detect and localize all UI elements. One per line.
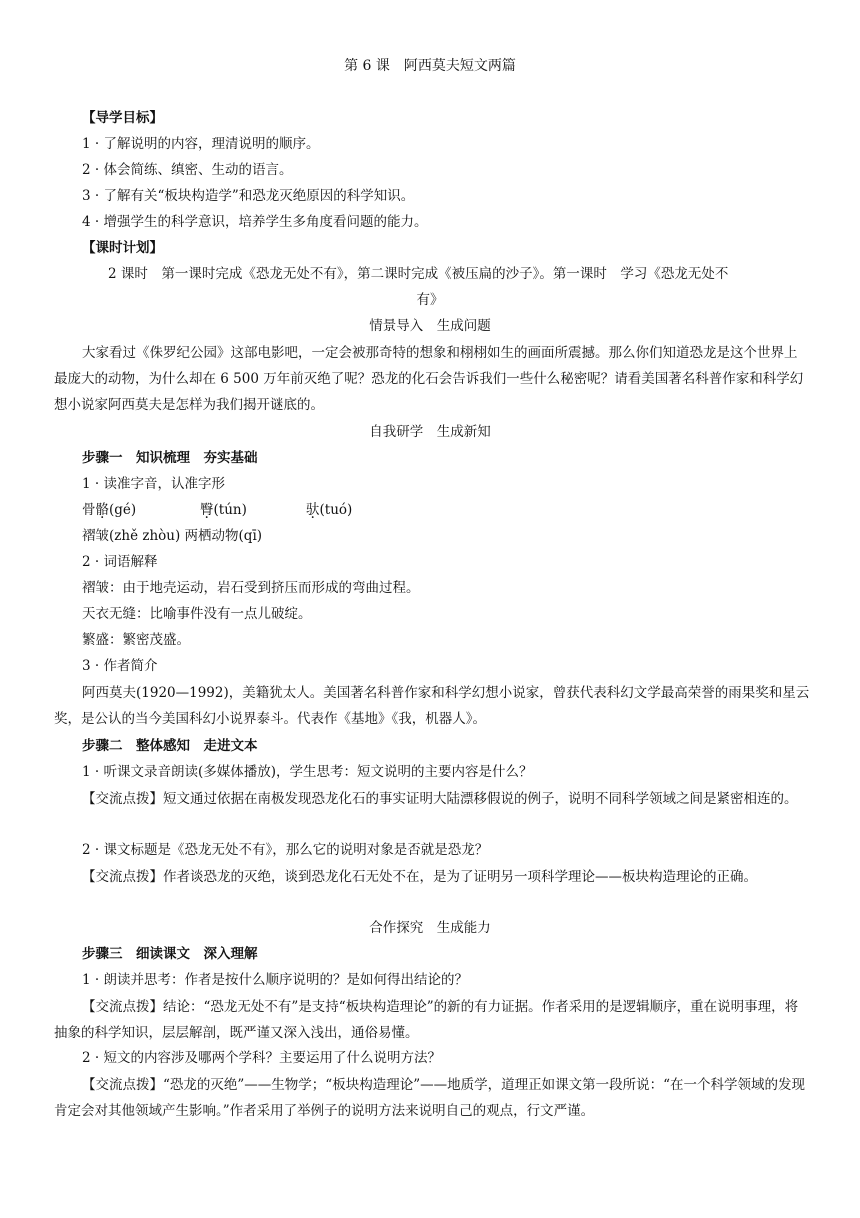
plan-heading: 【课时计划】	[82, 240, 163, 256]
goal-item-2: 2 · 体会简练、缜密、生动的语言。	[82, 162, 293, 178]
plan-line-1: 2 课时 第一课时完成《恐龙无处不有》，第二课时完成《被压扁的沙子》。第一课时 学习《恐龙无处不	[108, 266, 729, 282]
goal-item-4: 4 · 增强学生的科学意识，培养学生多角度看问题的能力。	[82, 214, 428, 230]
step1-heading: 步骤一 知识梳理 夯实基础	[82, 450, 258, 466]
step2-question-2: 2 · 课文标题是《恐龙无处不有》，那么它的说明对象是否就是恐龙？	[82, 842, 489, 858]
question-pronunciation: 1 · 读准字音，认准字形	[82, 476, 225, 492]
word-tuo: 驮(tuó)	[306, 502, 353, 518]
author-paragraph: 阿西莫夫(1920—1992)，美籍犹太人。美国著名科普作家和科学幻想小说家，曾获代表科幻文学最高荣誉的雨果奖和星云奖，是公认的当今美国科幻小说界泰斗。代表作《基地》《我，机器人》。	[54, 685, 810, 727]
section-heading-cooperative: 合作探究 生成能力	[369, 920, 491, 936]
definition-2: 天衣无缝：比喻事件没有一点儿破绽。	[82, 606, 312, 622]
step3-question-1: 1 · 朗读并思考：作者是按什么顺序说明的？是如何得出结论的？	[82, 972, 468, 988]
step2-answer-2: 【交流点拨】作者谈恐龙的灭绝，谈到恐龙化石无处不在，是为了证明另一项科学理论——板块构造理论的正确。	[82, 869, 757, 885]
word-gege: 骨骼(gé)	[82, 502, 137, 518]
step2-answer-1: 【交流点拨】短文通过依据在南极发现恐龙化石的事实证明大陆漂移假说的例子，说明不同科学领域之间是紧密相连的。	[82, 791, 798, 807]
goals-heading: 【导学目标】	[82, 110, 163, 126]
lesson-title: 第 6 课 阿西莫夫短文两篇	[344, 58, 516, 74]
section-heading-self-study: 自我研学 生成新知	[369, 424, 491, 440]
definition-3: 繁盛：繁密茂盛。	[82, 632, 190, 648]
intro-paragraph: 大家看过《侏罗纪公园》这部电影吧，一定会被那奇特的想象和栩栩如生的画面所震撼。那么你们知道恐龙是这个世界上最庞大的动物，为什么却在 6 500 万年前灭绝了呢？恐龙的化石会告诉我们一些什么秘密呢？请看美国著名科普作家和科学幻想小说家阿西莫夫是怎样为我们揭开谜底的。	[54, 345, 804, 413]
question-author: 3 · 作者简介	[82, 658, 158, 674]
plan-line-2: 有》	[416, 292, 444, 308]
step3-heading: 步骤三 细读课文 深入理解	[82, 946, 258, 962]
word-tun: 臀(tún)	[200, 502, 247, 518]
goal-item-3: 3 · 了解有关“板块构造学”和恐龙灭绝原因的科学知识。	[82, 188, 415, 204]
step2-heading: 步骤二 整体感知 走进文本	[82, 738, 258, 754]
word-list-2: 褶皱(zhě zhòu) 两栖动物(qī)	[82, 528, 263, 544]
question-vocabulary: 2 · 词语解释	[82, 554, 158, 570]
step3-answer-1: 【交流点拨】结论：“恐龙无处不有”是支持“板块构造理论”的新的有力证据。作者采用的是逻辑顺序，重在说明事理，将抽象的科学知识，层层解剖，既严谨又深入浅出，通俗易懂。	[54, 999, 799, 1041]
step3-question-2: 2 · 短文的内容涉及哪两个学科？主要运用了什么说明方法？	[82, 1050, 441, 1066]
step2-question-1: 1 · 听课文录音朗读(多媒体播放)，学生思考：短文说明的主要内容是什么？	[82, 764, 533, 780]
definition-1: 褶皱：由于地壳运动，岩石受到挤压而形成的弯曲过程。	[82, 580, 420, 596]
section-heading-intro: 情景导入 生成问题	[369, 318, 491, 334]
goal-item-1: 1 · 了解说明的内容，理清说明的顺序。	[82, 136, 320, 152]
step3-answer-2: 【交流点拨】“恐龙的灭绝”——生物学；“板块构造理论”——地质学，道理正如课文第一段所说：“在一个科学领域的发现肯定会对其他领域产生影响。”作者采用了举例子的说明方法来说明自己的观点，行文严谨。	[54, 1077, 806, 1119]
